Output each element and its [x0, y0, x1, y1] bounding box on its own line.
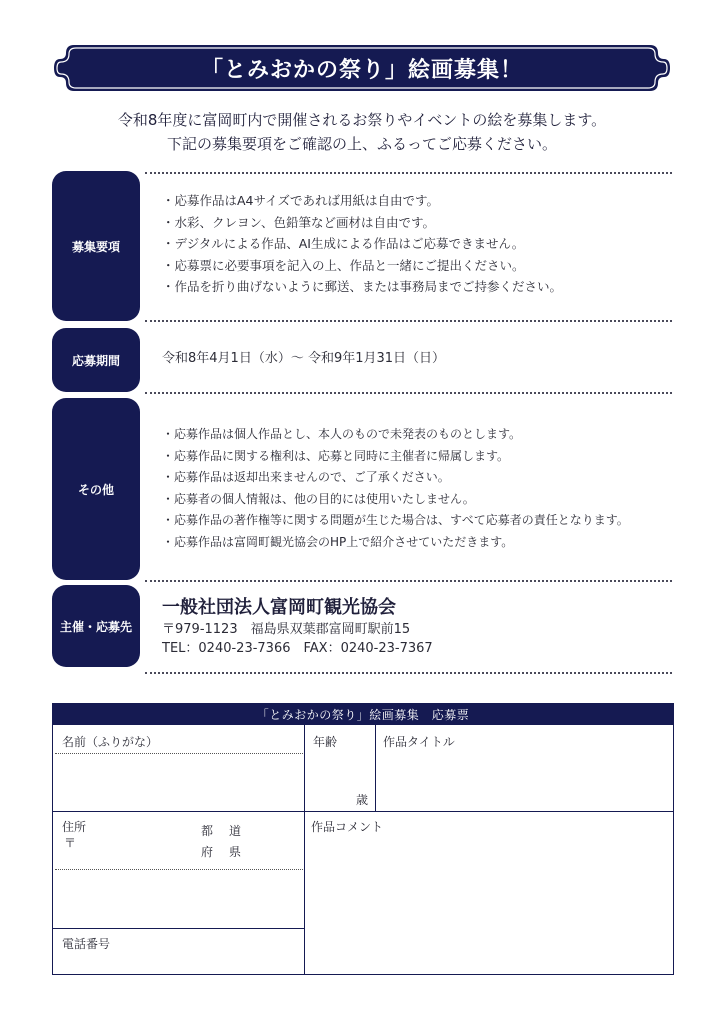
form-divider	[55, 753, 303, 754]
organizer-contact: TEL：0240-23-7366 FAX：0240-23-7367	[162, 641, 433, 656]
period-text: 令和8年4月1日（水）～ 令和9年1月31日（日）	[162, 351, 446, 366]
comment-field-label: 作品コメント	[311, 820, 384, 834]
divider	[145, 580, 672, 582]
address-field-label: 住所	[62, 820, 87, 834]
other-list	[162, 424, 672, 553]
divider	[145, 672, 672, 674]
section-label-organizer: 主催・応募先	[52, 585, 140, 667]
name-field-label: 名前（ふりがな）	[62, 735, 159, 749]
postal-mark: 〒	[64, 836, 77, 850]
requirements-list	[162, 190, 672, 298]
prefecture-suffix-bottom: 府 県	[201, 845, 244, 859]
list-item: ・応募者の個人情報は、他の目的には使用いたしません。	[162, 491, 475, 506]
form-divider	[53, 811, 673, 812]
list-item: ・応募票に必要事項を記入の上、作品と一緒にご提出ください。	[162, 257, 525, 273]
form-header: 「とみおかの祭り」絵画募集 応募票	[53, 704, 673, 725]
form-divider	[375, 725, 376, 811]
organizer-name: 一般社団法人富岡町観光協会	[162, 597, 396, 618]
form-divider	[55, 869, 303, 870]
list-item: ・作品を折り曲げないように郵送、または事務局までご持参ください。	[162, 279, 563, 294]
prefecture-suffix-top: 都 道	[201, 824, 244, 838]
section-label-other: その他	[52, 398, 140, 580]
application-form	[52, 703, 674, 975]
phone-field-label: 電話番号	[62, 937, 111, 951]
organizer-address: 〒979-1123 福島県双葉郡富岡町駅前15	[162, 622, 411, 637]
form-divider	[304, 725, 305, 974]
age-field-label: 年齢	[313, 735, 338, 749]
section-label-period: 応募期間	[52, 328, 140, 392]
list-item: ・水彩、クレヨン、色鉛筆など画材は自由です。	[162, 214, 436, 230]
section-label-requirements: 募集要項	[52, 171, 140, 321]
age-unit: 歳	[356, 793, 369, 807]
intro-line: 下記の募集要項をご確認の上、ふるってご応募ください。	[166, 135, 557, 153]
list-item: ・応募作品は返却出来ませんので、ご了承ください。	[162, 470, 450, 484]
page-title: 「とみおかの祭り」絵画募集！	[200, 57, 523, 83]
divider	[145, 320, 672, 322]
intro-text	[40, 108, 684, 156]
organizer-info	[162, 596, 672, 658]
divider	[145, 172, 672, 174]
list-item: ・応募作品は富岡町観光協会のHP上で紹介させていただきます。	[162, 534, 514, 549]
list-item: ・応募作品に関する権利は、応募と同時に主催者に帰属します。	[162, 448, 510, 463]
list-item: ・応募作品の著作権等に関する問題が生じた場合は、すべて応募者の責任となります。	[162, 513, 629, 527]
divider	[145, 392, 672, 394]
list-item: ・応募作品はA4サイズであれば用紙は自由です。	[162, 193, 440, 208]
title-banner	[52, 43, 672, 93]
artwork-title-label: 作品タイトル	[383, 735, 455, 749]
intro-line: 令和8年度に富岡町内で開催されるお祭りやイベントの絵を募集します。	[117, 111, 607, 129]
list-item: ・デジタルによる作品、AI生成による作品はご応募できません。	[162, 236, 525, 251]
list-item: ・応募作品は個人作品とし、本人のもので未発表のものとします。	[162, 427, 522, 441]
form-divider	[53, 928, 305, 929]
